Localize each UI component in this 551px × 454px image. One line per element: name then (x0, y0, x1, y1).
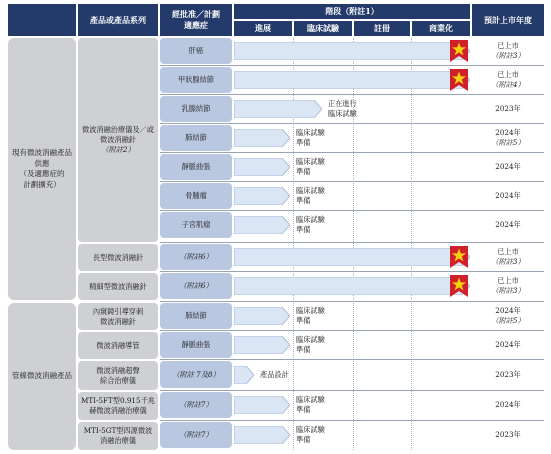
series-microwave-main (78, 38, 158, 242)
stage-status-line: 臨床試驗 (296, 128, 325, 137)
row-separator (160, 301, 544, 302)
indication-box (160, 183, 232, 209)
launch-year (478, 128, 538, 148)
header-stage-clinical (294, 21, 352, 36)
launch-year (478, 104, 538, 114)
indication-label: 乳腺結節 (181, 104, 211, 113)
header-indication-line1: 經批准／計劃 (172, 9, 220, 19)
launch-year-value: 2023年 (495, 430, 521, 439)
commercial-star-flag-icon (450, 275, 468, 297)
progress-arrow (234, 396, 290, 414)
stage-status-line: 臨床試驗 (296, 306, 325, 315)
header-indication-line2: 適應症 (184, 20, 208, 30)
stage-status-line: 準備 (296, 225, 311, 234)
indication-box (160, 67, 232, 93)
progress-arrow (234, 129, 290, 147)
stage-registration-label: 註冊 (374, 23, 390, 33)
launch-year-note: （附註4） (491, 80, 525, 89)
header-series (78, 4, 158, 36)
stage-status (328, 99, 357, 119)
indication-label: （附註7） (179, 430, 213, 439)
row-separator (160, 152, 544, 153)
progress-arrow (234, 336, 290, 354)
stage-status (296, 186, 325, 206)
stage-guide (411, 38, 412, 450)
stage-status (296, 215, 325, 235)
series-label-line: 微波消融針 (100, 135, 136, 144)
series-label-line: 微波消融針 (100, 316, 136, 326)
indication-label: 肝癌 (188, 46, 204, 55)
stage-status (296, 425, 325, 445)
indication-box (160, 361, 232, 388)
indication-box (160, 154, 232, 180)
launch-year-value: 2024年 (495, 191, 521, 200)
progress-arrow (234, 366, 254, 384)
series-mti-5gt (78, 422, 158, 450)
row-separator (160, 271, 544, 272)
stage-status-line: 臨床試驗 (296, 395, 325, 404)
stage-status (296, 395, 325, 415)
progress-arrow (234, 71, 470, 89)
series-label-line: 赫微波消融治療儀 (89, 406, 147, 415)
launch-year (478, 70, 538, 90)
series-label-line: 綜合治療儀 (100, 375, 136, 385)
launch-year (478, 276, 538, 296)
header-indication (160, 4, 232, 36)
progress-arrow (234, 42, 470, 60)
header-stage-registration (354, 21, 410, 36)
indication-box (160, 244, 232, 270)
launch-year (478, 370, 538, 380)
stage-status-line: 正在進行 (328, 99, 357, 108)
group-label-line: （及適應症的 (19, 169, 65, 178)
series-label-line: 精細型微波消融針 (89, 281, 147, 291)
launch-year-note: （附註3） (491, 286, 525, 295)
stage-status (296, 157, 325, 177)
row-separator (160, 210, 544, 211)
stage-status-line: 產品設計 (260, 369, 289, 379)
row-separator (160, 359, 544, 360)
header-stage-label: 階段（附註1） (325, 6, 379, 16)
header-year-label: 預計上市年度 (484, 14, 532, 25)
indication-label: （附註 7及8） (172, 369, 220, 379)
series-label-line: 長型微波消融針 (92, 252, 144, 262)
indication-label: 靜脈曲張 (181, 162, 211, 171)
row-separator (160, 330, 544, 331)
indication-box (160, 392, 232, 418)
series-mti-5ft (78, 392, 158, 420)
progress-arrow (234, 426, 290, 444)
launch-year-value: 2024年 (495, 340, 521, 349)
stage-status-line: 準備 (296, 316, 311, 325)
launch-year-note: （附註3） (491, 257, 525, 266)
series-ultrasound-combo (78, 361, 158, 390)
series-label-line: MTI-5FT型0.915千兆 (81, 396, 155, 405)
indication-label: （附註7） (179, 400, 213, 409)
indication-box (160, 212, 232, 238)
indication-label: （附註6） (179, 281, 213, 290)
indication-box (160, 125, 232, 151)
header-stage-commercial (412, 21, 470, 36)
launch-year-value: 已上市 (497, 276, 519, 285)
stage-status-line: 臨床試驗 (296, 157, 325, 166)
commercial-star-flag-icon (450, 40, 468, 62)
stage-status-line: 臨床試驗 (296, 425, 325, 434)
row-separator (160, 390, 544, 391)
row-separator (160, 181, 544, 182)
progress-arrow (234, 307, 290, 325)
stage-status-line: 臨床試驗 (296, 215, 325, 224)
launch-year-note: （附註3） (491, 51, 525, 60)
stage-commercial-label: 商業化 (429, 23, 453, 33)
stage-status-line: 準備 (296, 435, 311, 444)
stage-clinical-label: 臨床試驗 (307, 23, 339, 33)
group-label-line: 供應 (34, 158, 50, 168)
stage-status (296, 306, 325, 326)
group-label-line: 現有微波消融產品 (12, 148, 72, 157)
launch-year (478, 247, 538, 267)
progress-arrow (234, 216, 290, 234)
indication-label: （附註6） (179, 252, 213, 261)
launch-year-value: 2024年 (495, 306, 521, 315)
indication-box (160, 422, 232, 448)
series-label-line: （附註2） (101, 145, 135, 154)
indication-box (160, 38, 232, 64)
stage-status-line: 準備 (296, 345, 311, 354)
header-blank (8, 4, 76, 36)
launch-year (478, 220, 538, 230)
launch-year-value: 2024年 (495, 400, 521, 409)
launch-year-value: 已上市 (497, 41, 519, 50)
indication-label: 肺結節 (185, 133, 207, 142)
launch-year (478, 41, 538, 61)
header-stage-progress (234, 21, 292, 36)
progress-arrow (234, 100, 322, 118)
launch-year-value: 2023年 (495, 104, 521, 113)
indication-box (160, 96, 232, 122)
indication-label: 子宮肌瘤 (181, 220, 211, 229)
header-series-label: 產品或產品系列 (90, 14, 146, 25)
commercial-star-flag-icon (450, 246, 468, 268)
stage-status-line: 臨床試驗 (296, 186, 325, 195)
launch-year-value: 2024年 (495, 220, 521, 229)
stage-status-line: 臨床試驗 (296, 335, 325, 344)
group-label-line: 管線微波消融產品 (12, 371, 72, 381)
series-catheter (78, 332, 158, 359)
series-fine-needle (78, 273, 158, 300)
stage-status-line: 準備 (296, 167, 311, 176)
row-separator (160, 242, 544, 243)
series-label-line: 微波消融治療儀及／或 (82, 125, 154, 134)
launch-year (478, 430, 538, 440)
stage-status (296, 128, 325, 148)
stage-status-line: 準備 (296, 405, 311, 414)
series-label-line: 微波消融超聲 (96, 365, 140, 375)
row-separator (160, 94, 544, 95)
launch-year-note: （附註5） (491, 316, 525, 325)
indication-label: 靜脈曲張 (181, 340, 211, 349)
series-label-line: 消融治療儀 (100, 436, 136, 445)
row-separator (160, 123, 544, 124)
stage-status-line: 臨床試驗 (328, 109, 357, 118)
launch-year (478, 162, 538, 172)
indication-label: 肺結節 (185, 311, 207, 320)
series-endoscopic-needle (78, 303, 158, 330)
progress-arrow (234, 158, 290, 176)
launch-year-value: 已上市 (497, 70, 519, 79)
progress-arrow (234, 248, 470, 266)
indication-box (160, 273, 232, 299)
header-stage (234, 4, 470, 19)
series-label-line: 微波消融導管 (96, 340, 140, 350)
launch-year (478, 340, 538, 350)
launch-year-value: 2023年 (495, 369, 521, 379)
launch-year (478, 306, 538, 326)
series-label-line: MTI-5GT型四源微波 (83, 426, 153, 435)
progress-arrow (234, 277, 470, 295)
row-separator (160, 420, 544, 421)
launch-year-note: （附註5） (491, 138, 525, 147)
launch-year (478, 191, 538, 201)
group-existing-label (8, 38, 76, 300)
progress-arrow (234, 187, 290, 205)
stage-status-line: 準備 (296, 196, 311, 205)
group-pipeline-label (8, 303, 76, 450)
indication-label: 骨腫瘤 (185, 191, 207, 200)
launch-year-value: 2024年 (495, 162, 521, 171)
indication-box (160, 303, 232, 329)
launch-year (478, 400, 538, 410)
stage-progress-label: 進展 (255, 23, 271, 33)
stage-status-line: 準備 (296, 138, 311, 147)
commercial-star-flag-icon (450, 69, 468, 91)
row-separator (160, 65, 544, 66)
launch-year-value: 已上市 (497, 247, 519, 256)
indication-box (160, 332, 232, 358)
launch-year-value: 2024年 (495, 128, 521, 137)
header-year (472, 4, 544, 36)
stage-status (296, 335, 325, 355)
series-label-line: 內窺鏡引導穿刺 (92, 306, 144, 316)
indication-label: 甲狀腺結節 (178, 75, 214, 84)
group-label-line: 計劃擴充） (23, 179, 61, 189)
series-long-needle (78, 244, 158, 271)
stage-status (260, 370, 289, 380)
